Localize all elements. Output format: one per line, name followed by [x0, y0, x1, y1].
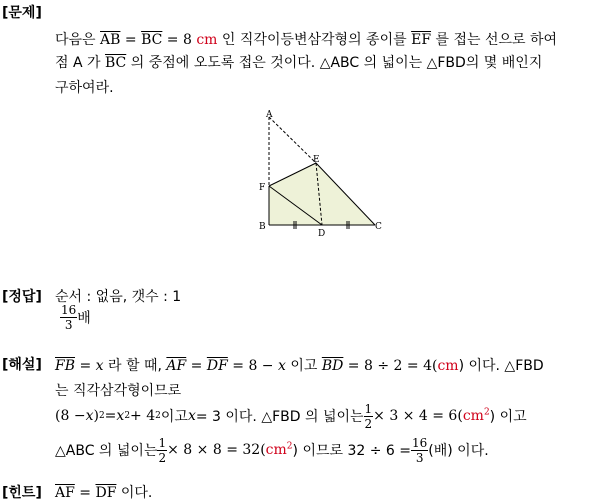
solution-text: (배) 이다.: [428, 443, 489, 459]
problem-text: 인 직각이등변삼각형의 종이를: [217, 32, 412, 48]
problem-label: [문제]: [2, 5, 42, 21]
solution-text: 라 할 때,: [103, 358, 167, 374]
solution-label: [해설]: [2, 357, 42, 373]
answer-value: [60, 304, 91, 331]
segment-bc: $\overline{BC}$: [141, 32, 163, 48]
expression: ): [93, 408, 99, 424]
expression: = 8 −: [227, 358, 278, 374]
segment-ab: $\overline{AB}$: [100, 32, 121, 48]
unit-cm: cm: [462, 408, 484, 424]
hint-label: [힌트]: [2, 485, 42, 501]
problem-text: 점 A 가: [55, 55, 105, 71]
fraction-numerator: 16: [61, 303, 77, 317]
equals-value: = 8: [162, 32, 197, 48]
problem-text: 다음은: [55, 32, 101, 48]
unit-cm: cm: [437, 358, 459, 374]
variable-x: x: [187, 408, 196, 424]
segment-af: $\overline{AF}$: [166, 358, 187, 374]
exponent: 2: [483, 407, 490, 418]
solution-line-3: (8 − x ) 2 = x 2 + 4 2 이고 x = 3 이다. △FBD 의 넓이는 $\frac{1}{2}$ × 3 × 4 = 6( $cm^2$ ) 이고: [55, 401, 527, 431]
problem-line-2: [55, 52, 542, 72]
problem-text: 의 중점에 오도록 접은 것이다. △ABC 의 넓이는 △FBD의 몇 배인지: [126, 55, 543, 71]
answer-meta: 순서 : 없음, 갯수 : 1: [55, 289, 182, 305]
equals: =: [120, 32, 142, 48]
variable-x: x: [85, 408, 94, 424]
variable-x: x: [116, 408, 125, 424]
expression: × 8 × 8 = 32(: [167, 442, 266, 458]
answer-suffix: 배: [77, 310, 91, 327]
answer-label: [정답]: [2, 289, 42, 305]
fraction-denominator: 2: [364, 416, 373, 431]
point-label-a: A: [266, 110, 273, 120]
segment-ef: $\overline{EF}$: [411, 32, 432, 48]
fraction-numerator: 16: [412, 435, 428, 450]
unit-cm2: [266, 442, 293, 458]
problem-text: 를 접는 선으로 하여: [431, 32, 558, 48]
solution-text: ) 이고: [489, 409, 527, 425]
exponent: 2: [286, 441, 293, 452]
point-label-f: F: [259, 183, 266, 193]
unit-cm: cm: [265, 442, 287, 458]
equals: =: [74, 485, 96, 501]
point-label-c: C: [375, 222, 382, 232]
segment-df: $\overline{DF}$: [95, 485, 117, 501]
point-label-b: B: [259, 222, 266, 232]
solution-line-1: [55, 355, 544, 375]
fraction-numerator: 1: [158, 435, 167, 450]
expression: = 8 ÷ 2 = 4(: [343, 358, 438, 374]
fraction-half: [157, 437, 167, 464]
fraction-denominator: 3: [415, 450, 424, 465]
segment-df: $\overline{DF}$: [206, 358, 228, 374]
segment-bc: $\overline{BC}$: [104, 55, 127, 71]
unit-cm2: [463, 408, 490, 424]
solution-text: 이고: [285, 358, 322, 374]
solution-text: △ABC 의 넓이는: [55, 443, 158, 459]
segment-bd: $\overline{BD}$: [321, 358, 344, 374]
fraction-denominator: 2: [158, 450, 167, 465]
fraction-denominator: 3: [64, 318, 73, 332]
solution-text: ) 이다. △FBD: [458, 358, 544, 374]
variable-x: x: [277, 358, 286, 374]
solution-text: = 3 이다. △FBD 의 넓이는: [195, 409, 364, 425]
hint-text: 이다.: [116, 485, 153, 501]
solution-line-2: 는 직각삼각형이므로: [55, 383, 182, 399]
point-label-e: E: [313, 155, 320, 165]
expression: × 3 × 4 = 6(: [373, 408, 463, 424]
solution-text: 이고: [160, 409, 188, 425]
point-label-d: D: [318, 229, 326, 239]
problem-line-1: [55, 29, 557, 49]
variable-x: x: [95, 358, 104, 374]
solution-line-4: [55, 432, 489, 468]
hint-line: [55, 482, 152, 502]
fraction-half: [364, 403, 374, 430]
equals: =: [186, 358, 207, 374]
dashed-segment-ae: [269, 117, 316, 163]
folded-region: [269, 163, 375, 225]
solution-text: ) 이므로 32 ÷ 6 =: [292, 443, 411, 459]
fraction-numerator: 1: [364, 401, 373, 416]
segment-fb: $\overline{FB}$: [55, 358, 76, 374]
equals: =: [104, 408, 117, 424]
equals: =: [75, 358, 96, 374]
expression: + 4: [130, 408, 156, 424]
triangle-figure: [250, 105, 390, 240]
answer-fraction: [60, 304, 77, 331]
problem-line-3: 구하여라.: [55, 80, 114, 96]
unit-cm: cm: [196, 32, 218, 48]
expression: (8 −: [55, 408, 86, 424]
result-fraction: [411, 437, 428, 464]
segment-af: $\overline{AF}$: [55, 485, 75, 501]
